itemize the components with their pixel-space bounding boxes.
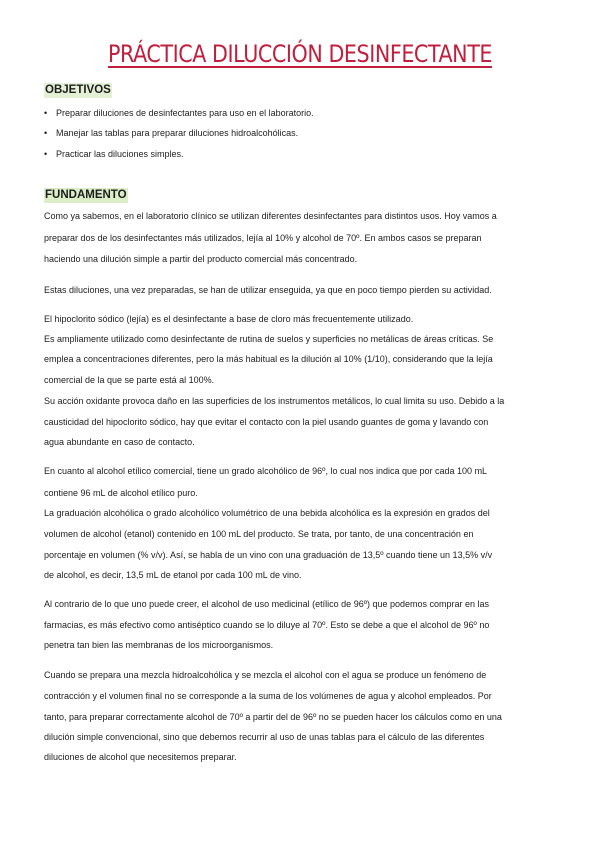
text-line: Cuando se prepara una mezcla hidroalcohólica y se mezcla el alcohol con el agua se produce un fenómeno de <box>44 670 487 680</box>
text-line: preparar dos de los desinfectantes más utilizados, lejía al 10% y alcohol de 70º. En ambos casos se preparan <box>44 233 482 243</box>
text-line: En cuanto al alcohol etílico comercial, tiene un grado alcohólico de 96º, lo cual nos indica que por cada 100 mL <box>44 466 488 476</box>
objective-bullet: • Manejar las tablas para preparar diluciones hidroalcohólicas. <box>44 128 299 138</box>
text-line: haciendo una dilución simple a partir del producto comercial más concentrado. <box>44 254 358 264</box>
text-line: porcentaje en volumen (% v/v). Así, se habla de un vino con una graduación de 13,5º cuando tiene un 13,5% v/v <box>44 550 493 560</box>
text-line: tanto, para preparar correctamente alcohol de 70º a partir del de 96º no se pueden hacer los cálculos como en una <box>44 712 502 722</box>
objective-bullet: • Practicar las diluciones simples. <box>44 149 184 159</box>
text-line: Al contrario de lo que uno puede creer, el alcohol de uso medicinal (etílico de 96º) que podemos comprar en las <box>44 599 490 609</box>
text-line: contiene 96 mL de alcohol etílico puro. <box>44 488 198 498</box>
text-line: diluciones de alcohol que necesitemos preparar. <box>44 752 237 762</box>
text-line: causticidad del hipoclorito sódico, hay que evitar el contacto con la piel usando guantes de goma y lavando con <box>44 417 489 427</box>
text-line: Es ampliamente utilizado como desinfectante de rutina de suelos y superficies no metálicas de áreas críticas. Se <box>44 334 494 344</box>
text-line: comercial de la que se parte está al 100%. <box>44 375 215 385</box>
text-line: volumen de alcohol (etanol) contenido en 100 mL del producto. Se trata, por tanto, de una concentración en <box>44 529 474 539</box>
objetivos-heading: OBJETIVOS <box>45 84 111 96</box>
text-line: de alcohol, es decir, 13,5 mL de etanol por cada 100 mL de vino. <box>44 570 302 580</box>
text-line: Su acción oxidante provoca daño en las superficies de los instrumentos metálicos, lo cual limita su uso. Debido a la <box>44 396 505 406</box>
text-line: El hipoclorito sódico (lejía) es el desinfectante a base de cloro más frecuentemente utilizado. <box>44 314 414 324</box>
text-line: contracción y el volumen final no se corresponde a la suma de los volúmenes de agua y alcohol empleados. Por <box>44 691 492 701</box>
text-line: Como ya sabemos, en el laboratorio clínico se utilizan diferentes desinfectantes para distintos usos. Hoy vamos a <box>44 211 497 221</box>
text-line: Estas diluciones, una vez preparadas, se han de utilizar enseguida, ya que en poco tiempo pierden su actividad. <box>44 285 492 295</box>
fundamento-heading: FUNDAMENTO <box>45 189 127 201</box>
text-line: penetra tan bien las membranas de los microorganismos. <box>44 640 274 650</box>
text-line: emplea a concentraciones diferentes, pero la más habitual es la dilución al 10% (1/10), considerando que la lejía <box>44 354 493 364</box>
page-title: PRÁCTICA DILUCCIÓN DESINFECTANTE <box>108 40 492 68</box>
objective-bullet: • Preparar diluciones de desinfectantes para uso en el laboratorio. <box>44 108 314 118</box>
text-line: agua abundante en caso de contacto. <box>44 437 195 447</box>
text-line: farmacias, es más efectivo como antiséptico cuando se lo diluye al 70º. Esto se debe a que el alcohol de 96º no <box>44 620 490 630</box>
text-line: La graduación alcohólica o grado alcohólico volumétrico de una bebida alcohólica es la expresión en grados del <box>44 508 490 518</box>
text-line: dilución simple convencional, sino que debemos recurrir al uso de unas tablas para el cálculo de las diferentes <box>44 732 485 742</box>
